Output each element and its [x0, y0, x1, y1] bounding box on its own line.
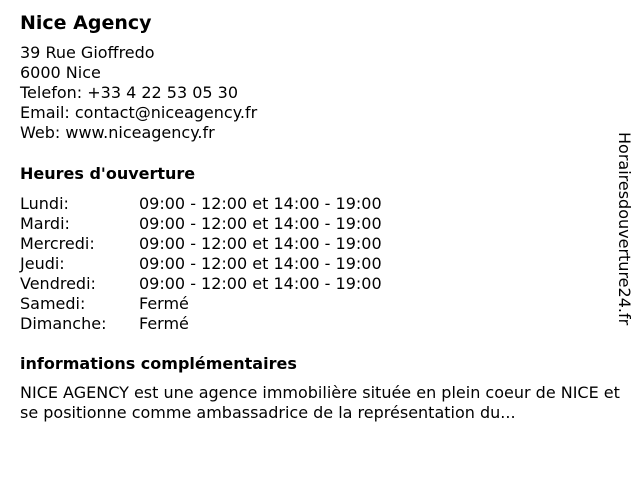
website-line: Web: www.niceagency.fr: [20, 123, 215, 142]
email-line: Email: contact@niceagency.fr: [20, 103, 258, 122]
time-value: 09:00 - 12:00 et 14:00 - 19:00: [139, 234, 382, 253]
time-value: Fermé: [139, 294, 189, 313]
opening-hours-heading: Heures d'ouverture: [20, 164, 196, 183]
additional-info-heading: informations complémentaires: [20, 354, 297, 373]
address-line-street: 39 Rue Gioffredo: [20, 43, 155, 62]
site-watermark: Horairesdouverture24.fr: [615, 132, 634, 326]
day-label: Mardi:: [20, 214, 70, 233]
day-label: Mercredi:: [20, 234, 95, 253]
address-line-city: 6000 Nice: [20, 63, 101, 82]
agency-description: NICE AGENCY est une agence immobilière située en plein coeur de NICE et se positionne comme ambassadrice de la représentation du...: [20, 383, 620, 422]
contact-block: [20, 43, 257, 143]
day-label: Dimanche:: [20, 314, 107, 333]
agency-title: Nice Agency: [20, 12, 152, 34]
time-value: Fermé: [139, 314, 189, 333]
time-value: 09:00 - 12:00 et 14:00 - 19:00: [139, 274, 382, 293]
time-value: 09:00 - 12:00 et 14:00 - 19:00: [139, 194, 382, 213]
day-label: Vendredi:: [20, 274, 96, 293]
time-value: 09:00 - 12:00 et 14:00 - 19:00: [139, 254, 382, 273]
day-label: Lundi:: [20, 194, 69, 213]
time-value: 09:00 - 12:00 et 14:00 - 19:00: [139, 214, 382, 233]
day-label: Jeudi:: [20, 254, 65, 273]
day-label: Samedi:: [20, 294, 86, 313]
phone-line: Telefon: +33 4 22 53 05 30: [20, 83, 239, 102]
